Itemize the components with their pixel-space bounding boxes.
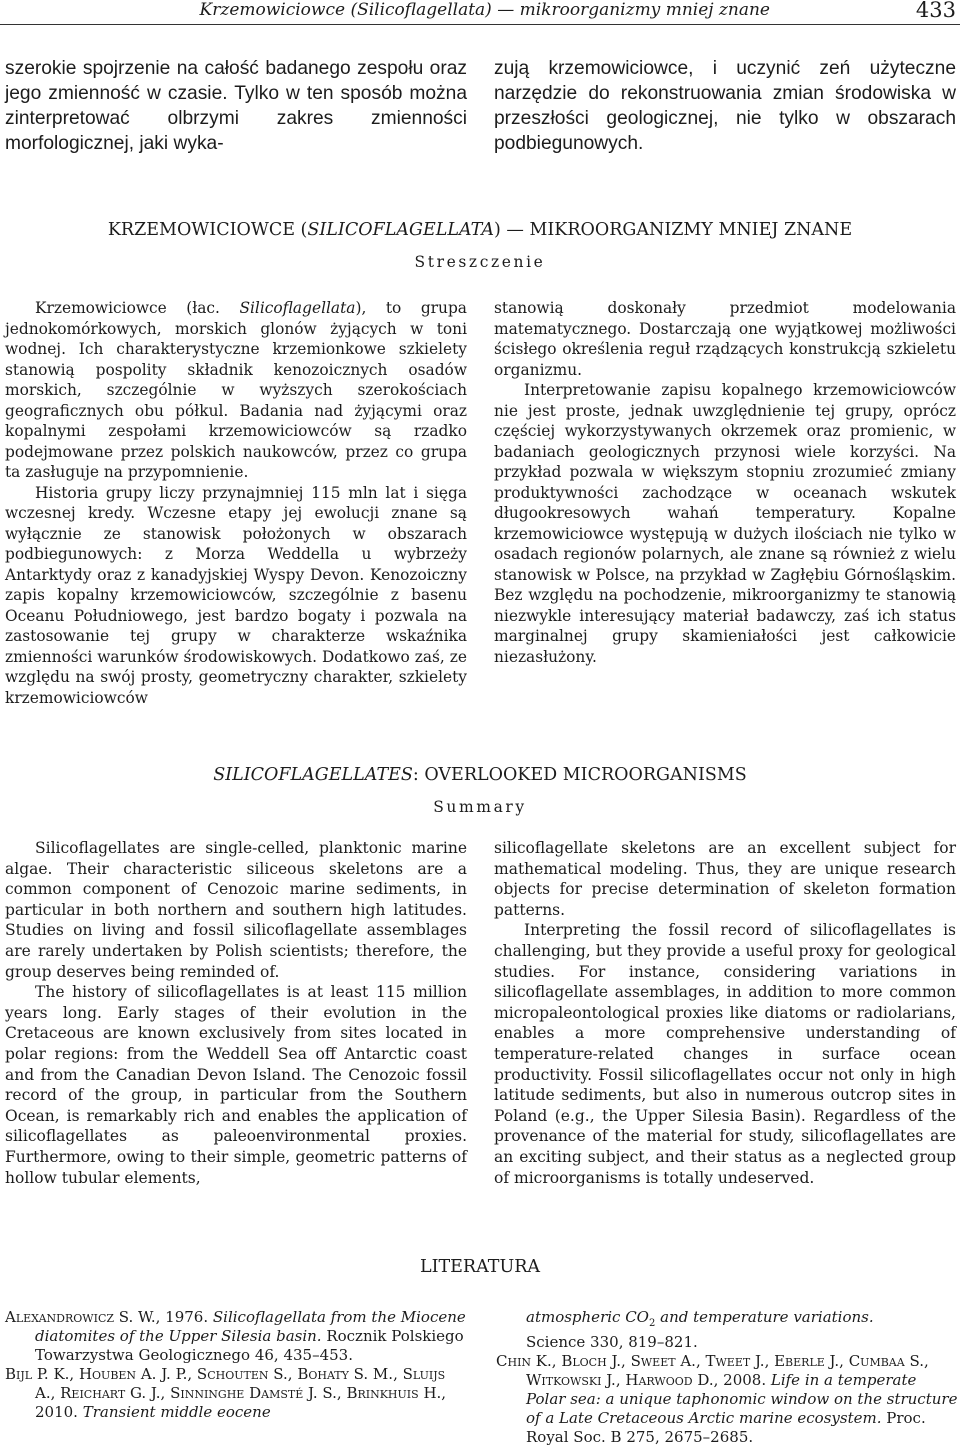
running-header <box>0 0 960 25</box>
polish-paragraph-4: Interpretowanie zapisu kopalnego krzemowiciowców nie jest proste, jednak uwzględnienie tej grupy, oprócz częściej wykorzystywanych okrzemek oraz promienic, w badaniach geologicznych przynosi wiele korzyści. Na przykład pozwala w większym stopniu zrozumieć zmiany produktywności zachodzące w oceanach wskutek długookresowych wahań temperatury. Kopalne krzemowiciowce występują w dużych ilościach nie tylko w osadach regionów polarnych, ale znane są również z wielu stanowisk w Polsce, na przykład w Zagłębiu Górnośląskim. Bez względu na pochodzenie, mikroorganizmy te stanowią niezwykle interesujący materiał badawczy, zaś ich status marginalnej grupy skamieniałości jest całkowicie niezasłużony. <box>494 381 956 666</box>
references-left-column <box>5 1308 467 1422</box>
english-paragraph-1: Silicoflagellates are single-celled, planktonic marine algae. Their characteristic siliceous skeletons are a common component of Cenozoic marine sediments, in particular in both northern and southern high latitudes. Studies on living and fossil silicoflagellate assemblages are rarely undertaken by Polish scientists; therefore, the group deserves being reminded of. <box>5 839 467 981</box>
references-right-column <box>496 1308 958 1447</box>
page-number: 433 <box>915 0 956 22</box>
polish-paragraph-3: stanowią doskonały przedmiot modelowania matematycznego. Dostarczają one wyjątkowej możliwości ścisłego określenia reguł rządzących konstrukcją szkieletu organizmu. <box>494 299 956 379</box>
polish-summary-subtitle: Streszczenie <box>414 253 546 271</box>
reference-item: Chin K., Bloch J., Sweet A., Tweet J., Eberle J., Cumbaa S., Witkowski J., Harwood D., 2008. Life in a temperate Polar sea: a unique taphonomic window on the structure of a Late Cretaceous Arctic marine ecosystem. Proc. Royal Soc. B 275, 2675–2685. <box>496 1352 958 1446</box>
polish-paragraph-1: Krzemowiciowce (łac. Silicoflagellata), to grupa jednokomórkowych, morskich glonów żyjących w toni wodnej. Ich charakterystyczne krzemionkowe szkielety stanowią pospolity składnik kenozoicznych osadów morskich, szczególnie w wyższych szerokościach geograficznych obu półkul. Badania nad żyjącymi oraz kopalnymi zespołami krzemowiciowców są rzadko podejmowane przez polskich naukowców, przez co grupa ta zasługuje na przypomnienie. <box>5 299 467 481</box>
reference-item: Bijl P. K., Houben A. J. P., Schouten S., Bohaty S. M., Sluijs A., Reichart G. J., Sinninghe Damsté J. S., Brinkhuis H., 2010. Transient middle eocene <box>5 1365 447 1421</box>
polish-summary-left-column <box>5 298 467 708</box>
references-heading: LITERATURA <box>419 1257 541 1277</box>
english-summary-subtitle: Summary <box>433 798 527 816</box>
english-summary-left-column <box>5 838 467 1188</box>
english-summary-title: SILICOFLAGELLATES: OVERLOOKED MICROORGANISMS <box>213 765 747 785</box>
english-paragraph-4: Interpreting the fossil record of silicoflagellates is challenging, but they provide a useful proxy for geological studies. For instance, considering variations in silicoflagellate assemblages, in addition to more common micropaleontological proxies like diatoms or radiolarians, enables a more comprehensive understanding of temperature-related changes in surface ocean productivity. Fossil silicoflagellates occur not only in high latitude sediments, but also in numerous outcrop sites in Poland (e.g., the Upper Silesia Basin). Regardless of the provenance of the material for study, silicoflagellates are an exciting subject, and their status as a neglected group of microorganisms is totally undeserved. <box>494 921 956 1187</box>
english-summary-right-column <box>494 838 956 1188</box>
polish-paragraph-2: Historia grupy liczy przynajmniej 115 mln lat i sięga wczesnej kredy. Wczesne etapy jej ewolucji znane są wyłącznie ze stanowisk położonych w obszarach podbiegunowych: z Morza Weddella u wybrzeży Antarktydy oraz z kanadyjskiej Wyspy Devon. Kenozoiczny zapis kopalny krzemowiciowców, szczególnie z basenu Oceanu Południowego, jest bardzo bogaty i pozwala na zastosowanie tej grupy w charakterze wskaźnika zmienności warunków środowiskowych. Dodatkowo zaś, ze względu na swój prosty, geometryczny charakter, szkielety krzemowiciowców <box>5 483 467 707</box>
english-paragraph-2: The history of silicoflagellates is at least 115 million years long. Early stages of their evolution in the Cretaceous are known exclusively from sites located in polar regions: from the Weddell Sea off Antarctic coast and from the Canadian Devon Island. The Cenozoic fossil record of the group, in particular from the Southern Ocean, is remarkably rich and enables the application of silicoflagellates as paleoenvironmental proxies. Furthermore, owing to their simple, geometric patterns of hollow tubular elements, <box>5 983 467 1187</box>
reference-continuation: atmospheric $CO_2$ and temperature variations. Science 330, 819–821. <box>526 1308 874 1351</box>
polish-summary-title: KRZEMOWICIOWCE (SILICOFLAGELLATA) — MIKROORGANIZMY MNIEJ ZNANE <box>107 220 853 240</box>
intro-paragraph-left: szerokie spojrzenie na całość badanego zespołu oraz jego zmienność w czasie. Tylko w ten sposób można zinterpretować olbrzymi zakres zmienności morfologicznej, jaki wyka- <box>5 58 467 154</box>
reference-item: Alexandrowicz S. W., 1976. Silicoflagellata from the Miocene diatomites of the Upper Silesia basin. Rocznik Polskiego Towarzystwa Geologicznego 46, 435–453. <box>5 1308 466 1364</box>
intro-right-column <box>494 56 956 156</box>
intro-paragraph-right: zują krzemowiciowce, i uczynić zeń użyteczne narzędzie do rekonstruowania zmian środowiska w przeszłości geologicznej, nie tylko w obszarach podbiegunowych. <box>494 58 956 154</box>
english-paragraph-3: silicoflagellate skeletons are an excellent subject for mathematical modeling. Thus, they are unique research objects for precise determination of skeleton formation patterns. <box>494 839 956 919</box>
polish-summary-right-column <box>494 298 956 667</box>
intro-left-column <box>5 56 467 156</box>
running-title: Krzemowiciowce (Silicoflagellata) — mikroorganizmy mniej znane <box>199 0 770 20</box>
